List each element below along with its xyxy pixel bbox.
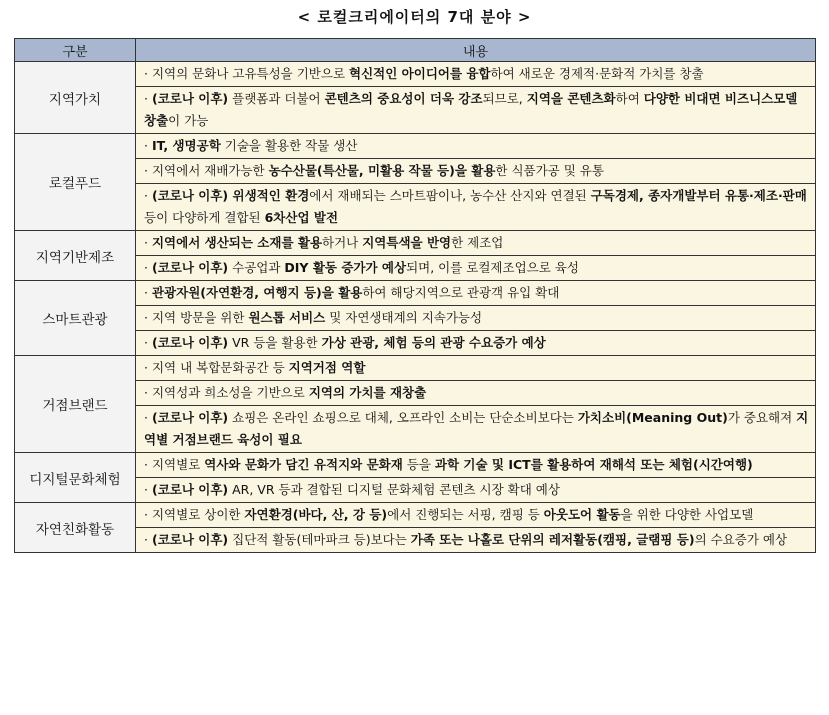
content-item	[136, 528, 816, 553]
item-text: 지역에서 재배가능한	[151, 163, 269, 178]
emphasis-text: 지역을 콘텐츠화	[526, 91, 616, 106]
category-cell: 로컬푸드	[15, 134, 136, 231]
table-row	[15, 503, 816, 528]
item-text: 지역별로	[151, 457, 205, 472]
table-row	[15, 62, 816, 87]
emphasis-text: (코로나 이후)	[151, 410, 229, 425]
bullet-marker: ·	[144, 260, 148, 275]
emphasis-text: (코로나 이후)	[151, 260, 229, 275]
emphasis-text: 지역에서 생산되는 소재를 활용	[151, 235, 323, 250]
item-text: 등을	[402, 457, 435, 472]
item-text: 한 제조업	[451, 235, 504, 250]
table-row	[15, 381, 816, 406]
table-header-row	[15, 39, 816, 62]
item-text: 에서 재배되는 스마트팜이나, 농수산 산지와 연결된	[309, 188, 591, 203]
item-text: 쇼핑은 온라인 쇼핑으로 대체, 오프라인 소비는 단순소비보다는	[228, 410, 578, 425]
bullet-marker: ·	[144, 91, 148, 106]
document-title: < 로컬크리에이터의 7대 분야 >	[297, 8, 532, 26]
content-item	[136, 306, 816, 331]
emphasis-text: 농수산물(특산물, 미활용 작물 등)을 활용	[268, 163, 496, 178]
item-text: 하여	[615, 91, 644, 106]
content-item	[136, 256, 816, 281]
header-content: 내용	[136, 39, 816, 62]
content-item	[136, 62, 816, 87]
item-text: 지역 방문을 위한	[151, 310, 249, 325]
bullet-marker: ·	[144, 163, 148, 178]
bullet-marker: ·	[144, 532, 148, 547]
emphasis-text: DIY 활동 증가가 예상	[284, 260, 407, 275]
table-row	[15, 159, 816, 184]
emphasis-text: (코로나 이후)	[151, 532, 229, 547]
content-item	[136, 406, 816, 453]
item-text: 지역별로 상이한	[151, 507, 245, 522]
item-text: 지역성과 희소성을 기반으로	[151, 385, 309, 400]
bullet-marker: ·	[144, 138, 148, 153]
bullet-marker: ·	[144, 385, 148, 400]
emphasis-text: (코로나 이후)	[151, 482, 229, 497]
item-text: 되므로,	[482, 91, 527, 106]
content-item	[136, 453, 816, 478]
emphasis-text: 가치소비(Meaning Out)	[577, 410, 728, 425]
content-item	[136, 381, 816, 406]
table-row	[15, 87, 816, 134]
bullet-marker: ·	[144, 188, 148, 203]
bullet-marker: ·	[144, 457, 148, 472]
emphasis-text: (코로나 이후)	[151, 188, 229, 203]
item-text: 하거나	[322, 235, 363, 250]
item-text: 기술을 활용한 작물 생산	[220, 138, 358, 153]
item-text: 하여 해당지역으로 관광객 유입 확대	[362, 285, 560, 300]
table-row	[15, 478, 816, 503]
content-item	[136, 231, 816, 256]
item-text: 에서 진행되는 서핑, 캠핑 등	[387, 507, 544, 522]
emphasis-text: IT, 생명공학	[151, 138, 221, 153]
table-row	[15, 406, 816, 453]
content-item	[136, 281, 816, 306]
content-item	[136, 134, 816, 159]
table-row	[15, 331, 816, 356]
item-text: AR, VR 등과 결합된 디지털 문화체험 콘텐츠 시장 확대 예상	[228, 482, 560, 497]
table-row	[15, 231, 816, 256]
item-text: 을 위한 다양한 사업모델	[620, 507, 754, 522]
emphasis-text: 역사와 문화가 담긴 유적지와 문화재	[204, 457, 403, 472]
table-row	[15, 528, 816, 553]
emphasis-text: 지역의 가치를 재창출	[308, 385, 427, 400]
bullet-marker: ·	[144, 66, 148, 81]
content-item	[136, 331, 816, 356]
emphasis-text: 자연환경(바다, 산, 강 등)	[244, 507, 388, 522]
table-row	[15, 306, 816, 331]
item-text: 하여 새로운 경제적·문화적 가치를 창출	[490, 66, 704, 81]
emphasis-text: 6차산업 발전	[264, 210, 339, 225]
bullet-marker: ·	[144, 285, 148, 300]
bullet-marker: ·	[144, 360, 148, 375]
item-text: 의 수요증가 예상	[694, 532, 788, 547]
emphasis-text: 다양한 비대면 비즈니스모델 창출	[144, 91, 798, 128]
emphasis-text: 가상 관광, 체험 등의 관광 수요증가 예상	[321, 335, 546, 350]
header-category: 구분	[15, 39, 136, 62]
category-cell: 자연친화활동	[15, 503, 136, 553]
table-row	[15, 184, 816, 231]
emphasis-text: 관광자원(자연환경, 여행지 등)을 활용	[151, 285, 363, 300]
emphasis-text: 과학 기술 및 ICT를 활용하여 재해석 또는 체험(시간여행)	[434, 457, 753, 472]
item-text: 및 자연생태계의 지속가능성	[325, 310, 483, 325]
item-text: 되며, 이를 로컬제조업으로 육성	[406, 260, 579, 275]
content-item	[136, 184, 816, 231]
item-text: VR 등을 활용한	[228, 335, 322, 350]
emphasis-text: 아웃도어 활동	[543, 507, 621, 522]
item-text: 집단적 활동(테마파크 등)보다는	[228, 532, 411, 547]
item-text: 가 중요해져	[727, 410, 797, 425]
bullet-marker: ·	[144, 482, 148, 497]
item-text: 지역의 문화나 고유특성을 기반으로	[151, 66, 350, 81]
emphasis-text: 혁신적인 아이디어를 융합	[349, 66, 491, 81]
bullet-marker: ·	[144, 507, 148, 522]
emphasis-text: (코로나 이후)	[151, 91, 229, 106]
table-row	[15, 281, 816, 306]
content-item	[136, 87, 816, 134]
category-cell: 스마트관광	[15, 281, 136, 356]
item-text: 수공업과	[228, 260, 285, 275]
content-item	[136, 478, 816, 503]
category-cell: 디지털문화체험	[15, 453, 136, 503]
bullet-marker: ·	[144, 235, 148, 250]
table-row	[15, 256, 816, 281]
emphasis-text: 지역별 거점브랜드 육성이 필요	[144, 410, 809, 447]
category-cell: 거점브랜드	[15, 356, 136, 453]
emphasis-text: 콘텐츠의 중요성이 더욱 강조	[324, 91, 483, 106]
category-cell: 지역가치	[15, 62, 136, 134]
item-text: 이 가능	[168, 113, 209, 128]
content-item	[136, 503, 816, 528]
emphasis-text: 지역특색을 반영	[362, 235, 452, 250]
table-row	[15, 356, 816, 381]
emphasis-text: 지역거점 역할	[288, 360, 366, 375]
creator-fields-table	[14, 38, 816, 553]
item-text: 등이 다양하게 결합된	[144, 210, 265, 225]
bullet-marker: ·	[144, 335, 148, 350]
table-row	[15, 134, 816, 159]
item-text: 지역 내 복합문화공간 등	[151, 360, 289, 375]
bullet-marker: ·	[144, 410, 148, 425]
emphasis-text: (코로나 이후)	[151, 335, 229, 350]
table-body	[15, 62, 816, 553]
content-item	[136, 159, 816, 184]
category-cell: 지역기반제조	[15, 231, 136, 281]
table-row	[15, 453, 816, 478]
emphasis-text: 가족 또는 나홀로 단위의 레저활동(캠핑, 글램핑 등)	[410, 532, 695, 547]
emphasis-text: 원스톱 서비스	[248, 310, 326, 325]
bullet-marker: ·	[144, 310, 148, 325]
emphasis-text: 위생적인 환경	[228, 188, 310, 203]
item-text: 플랫폼과 더불어	[228, 91, 325, 106]
item-text: 한 식품가공 및 유통	[495, 163, 604, 178]
emphasis-text: 구독경제, 종자개발부터 유통·제조·판매	[590, 188, 807, 203]
content-item	[136, 356, 816, 381]
